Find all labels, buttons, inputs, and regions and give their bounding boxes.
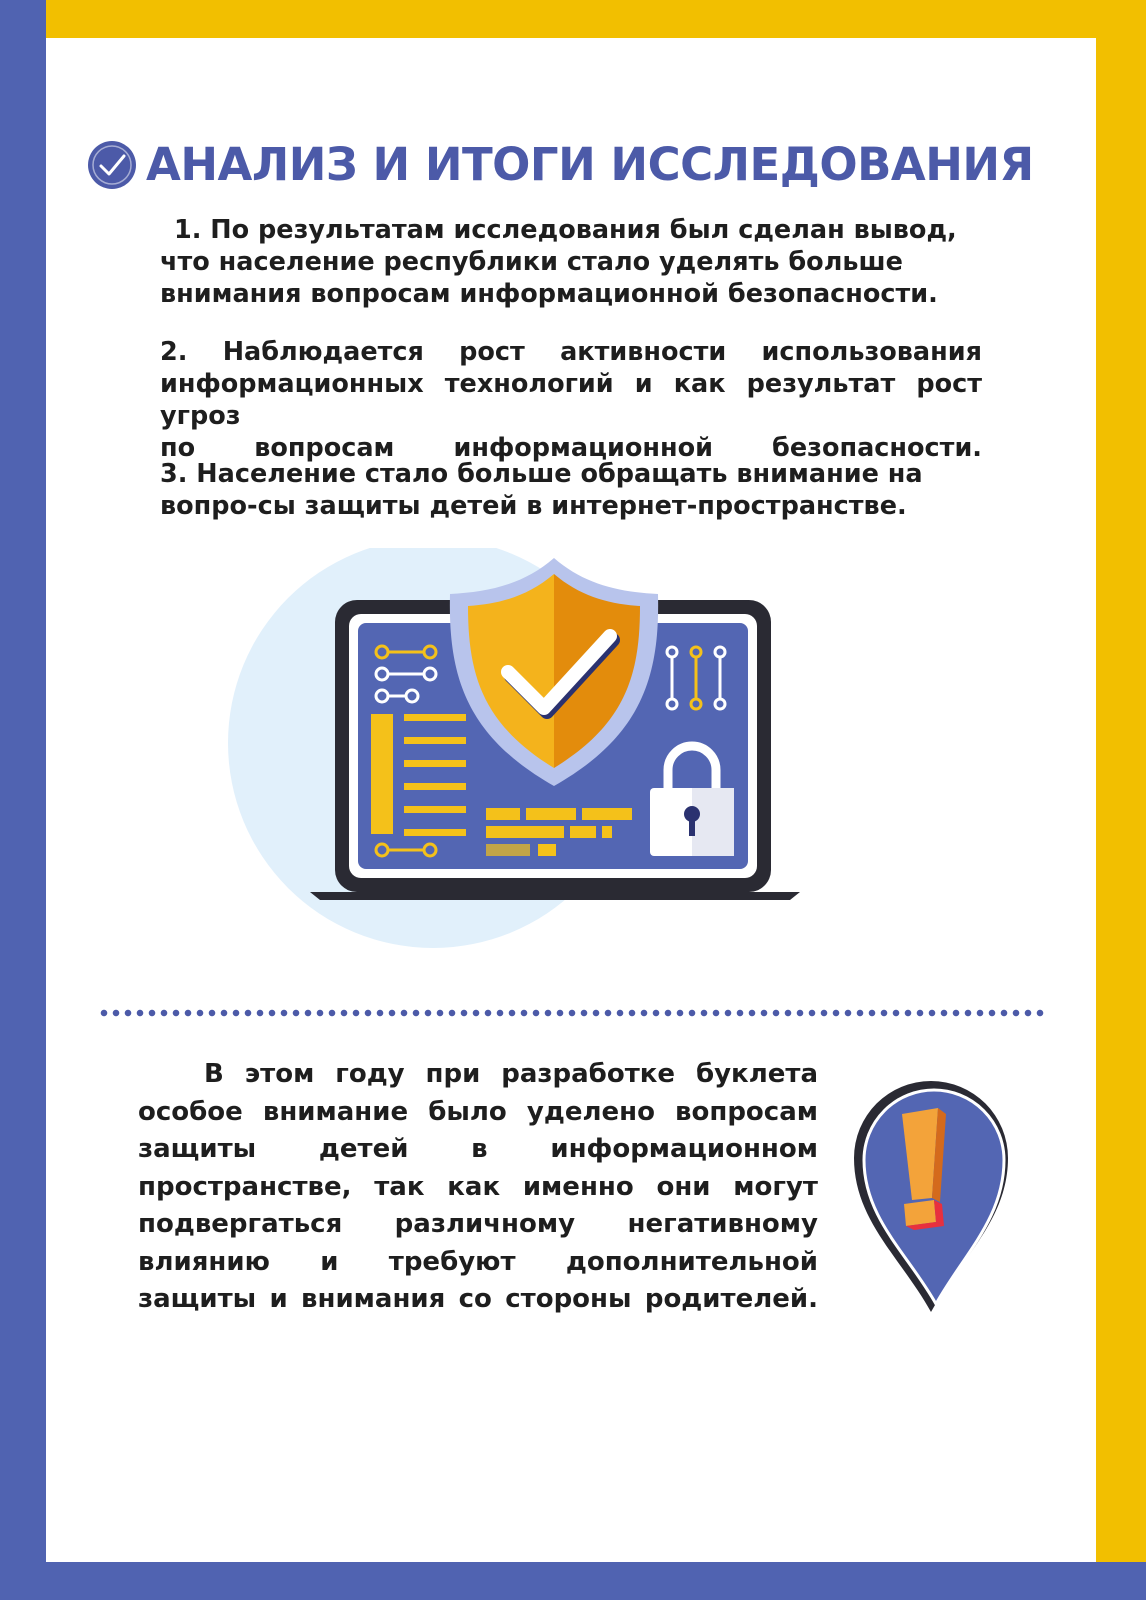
finding-1: 1. По результатам исследования был сделан вывод, что население республики стало уделять больше внимания вопросам информационной безопасности. <box>160 215 957 309</box>
page-title: АНАЛИЗ И ИТОГИ ИССЛЕДОВАНИЯ <box>146 138 1034 192</box>
header <box>86 108 1034 221</box>
dotted-divider <box>98 1009 1044 1017</box>
frame-top-border <box>46 0 1146 38</box>
laptop-shield-icon <box>228 548 828 958</box>
finding-3: 3. Население стало больше обращать внимание на вопро-сы защиты детей в интернет-пространстве. <box>160 459 923 521</box>
finding-2-text: 2. Наблюдается рост активности использования информационных технологий и как результат рост угроз <box>160 337 982 431</box>
finding-2-last-line: по вопросам информационной безопасности. <box>160 433 982 463</box>
frame-right-border <box>1096 0 1146 1562</box>
laptop-base <box>310 892 800 900</box>
frame-bottom-border <box>0 1562 1146 1600</box>
check-badge-icon <box>86 139 138 191</box>
finding-2 <box>160 336 982 464</box>
exclamation-pin-icon <box>846 1072 1016 1318</box>
parent-note: В этом году при разработке буклета особое внимание было уделено вопросам защиты детей в информационном пространстве, так как именно они могут подвергаться различному негативному влиянию и требуют дополнительной защиты и внимания со стороны родителей. <box>138 1059 818 1314</box>
frame-left-border <box>0 0 46 1600</box>
